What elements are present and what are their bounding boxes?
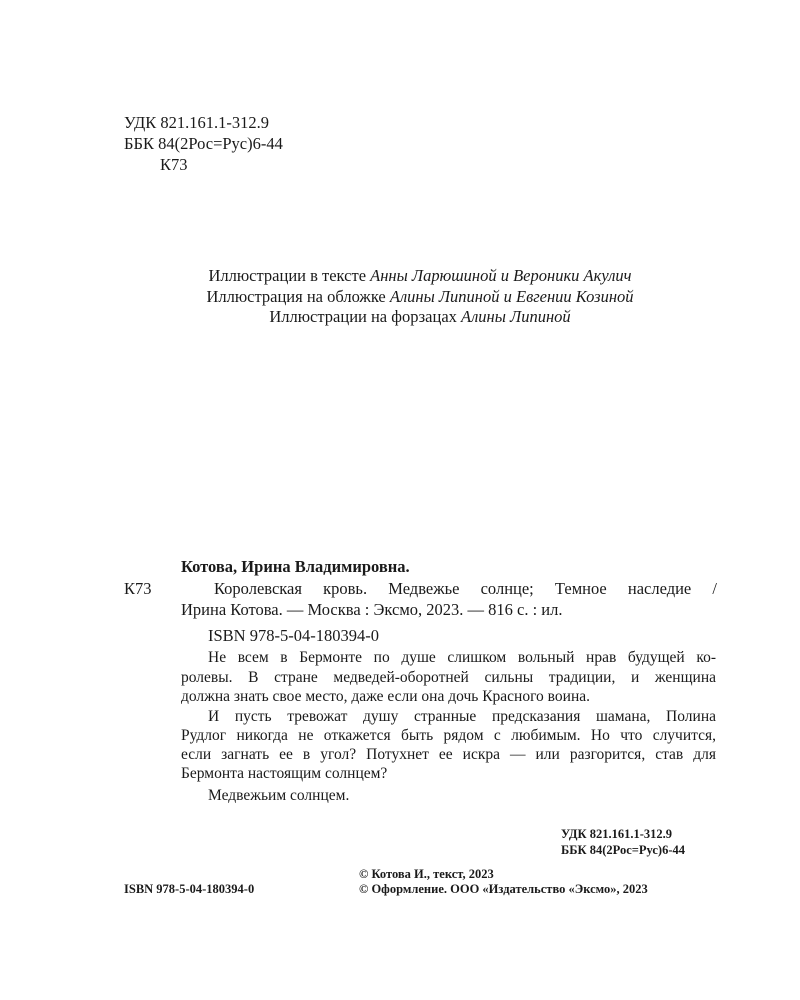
credit-names: Алины Липиной bbox=[461, 307, 571, 326]
card-title-line: Ирина Котова. — Москва : Эксмо, 2023. — 816 с. : ил. bbox=[181, 600, 563, 619]
annotation-line: должна знать свое место, даже если она дочь Красного воина. bbox=[181, 688, 590, 705]
annotation-line: Не всем в Бермонте по душе слишком вольный нрав будущей ко- bbox=[208, 649, 716, 666]
credit-label: Иллюстрации в тексте bbox=[208, 266, 367, 285]
credit-names: Анны Ларюшиной и Вероники Акулич bbox=[370, 266, 632, 285]
copyright-line: © Оформление. ООО «Издательство «Эксмо», 2023 bbox=[359, 882, 648, 896]
credit-label: Иллюстрации на форзацах bbox=[269, 307, 457, 326]
copyright-line: © Котова И., текст, 2023 bbox=[359, 867, 494, 881]
udk-code-bottom: УДК 821.161.1-312.9 bbox=[561, 827, 672, 841]
credit-line bbox=[0, 286, 800, 307]
annotation-line: Медвежьим солнцем. bbox=[208, 787, 350, 804]
annotation-line: ролевы. В стране медведей-оборотней сильны традиции, и женщина bbox=[181, 669, 716, 686]
annotation-line: если загнать ее в угол? Потухнет ее искра — или разгорится, став для bbox=[181, 746, 716, 763]
udk-code: УДК 821.161.1-312.9 bbox=[124, 113, 270, 132]
bbk-code-bottom: ББК 84(2Рос=Рус)6-44 bbox=[561, 843, 685, 857]
credit-line bbox=[0, 265, 800, 286]
card-isbn: ISBN 978-5-04-180394-0 bbox=[208, 626, 379, 645]
isbn-bottom: ISBN 978-5-04-180394-0 bbox=[124, 882, 255, 896]
annotation-line: Рудлог никогда не откажется быть рядом с любимым. Но что случится, bbox=[181, 727, 716, 744]
credit-label: Иллюстрация на обложке bbox=[206, 287, 386, 306]
card-title-line: Королевская кровь. Медвежье солнце; Темное наследие / bbox=[214, 579, 717, 598]
credit-line bbox=[0, 306, 800, 327]
annotation-line: Бермонта настоящим солнцем? bbox=[181, 765, 388, 782]
author-mark: К73 bbox=[160, 155, 188, 174]
credit-names: Алины Липиной и Евгении Козиной bbox=[389, 287, 634, 306]
bbk-code: ББК 84(2Рос=Рус)6-44 bbox=[124, 134, 283, 153]
card-author-mark: К73 bbox=[124, 579, 152, 598]
annotation-line: И пусть тревожат душу странные предсказания шамана, Полина bbox=[208, 708, 716, 725]
card-author: Котова, Ирина Владимировна. bbox=[181, 557, 410, 576]
